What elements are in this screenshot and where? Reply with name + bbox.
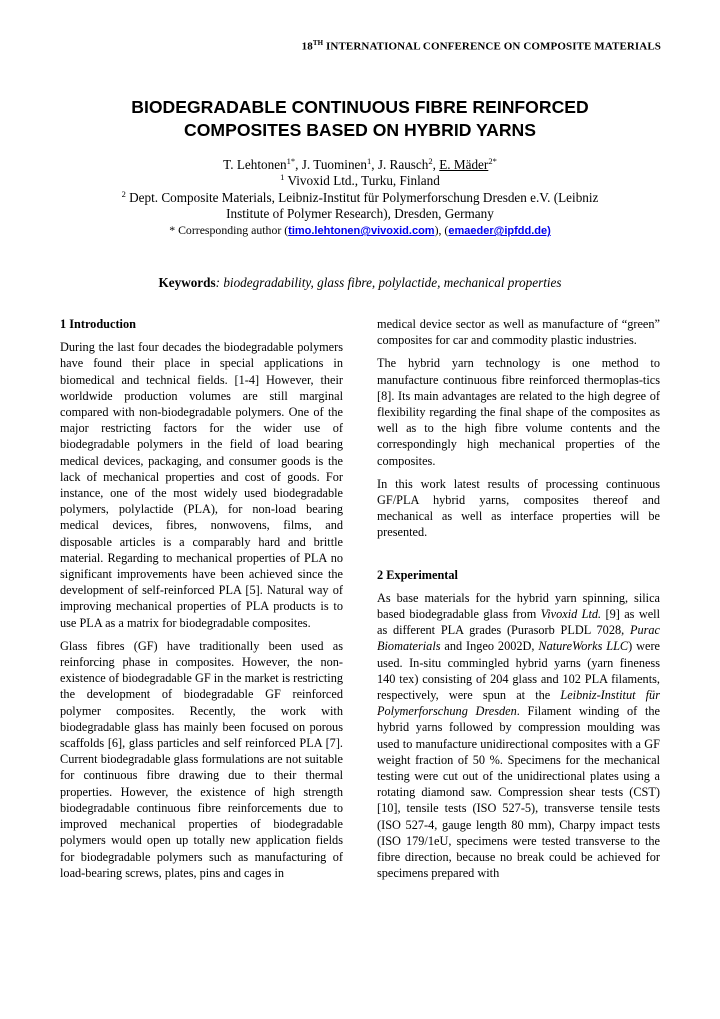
intro-paragraph-2: Glass fibres (GF) have traditionally been used as reinforcing phase in composites. However, the non-existence of biodegradable GF in the market is restricting the development of biodegradable GF reinforced polymer composites. Recently, the work with biodegradable glass has mainly been focused on porous scaffolds [6], glass particles and self reinforced PLA [7]. Current biodegradable glass formulations are not suitable for continuous fibre drawing due to their thermal properties. However, the existence of high strength biodegradable continuous fibre reinforcements due to improved mechanical properties of biodegradable polymers would open up totally new application fields for biodegradable polymers such as manufacturing of load-bearing screws, plates, pins and cages in	[60, 638, 343, 880]
affiliation-mark: 2	[121, 188, 126, 199]
text-run: [9] as well as different PLA grades (Purasorb PLDL 7028,	[377, 607, 660, 638]
author-affiliation-mark: 1	[366, 156, 372, 166]
title-line-2: COMPOSITES BASED ON HYBRID YARNS	[184, 120, 536, 140]
conference-header	[0, 39, 661, 53]
text-run: ) were used. In-situ commingled hybrid yarns (yarn fineness 140 tex) consisting of 204 glass and 102 PLA filaments, respectively, were spun at the	[377, 639, 661, 703]
keywords	[60, 275, 660, 291]
text-run: As base materials for the hybrid yarn spinning, silica based biodegradable glass from	[377, 590, 660, 622]
paper-title	[60, 96, 660, 142]
author-block	[40, 157, 680, 239]
conference-number: 18	[301, 40, 313, 53]
affiliation-2-cont: Institute of Polymer Research), Dresden, Germany	[226, 205, 494, 221]
experimental-paragraph-1	[377, 590, 660, 882]
affiliation-text: Vivoxid Ltd., Turku, Finland	[284, 173, 440, 189]
corresponding-author	[40, 222, 680, 239]
affiliation-text: Dept. Composite Materials, Leibniz-Institut für Polymerforschung Dresden e.V. (Leibniz	[125, 189, 599, 205]
author-name-presenting: E. Mäder	[439, 157, 489, 172]
author-affiliation-mark: 2*	[488, 156, 497, 166]
corresponding-label: * Corresponding author (	[169, 223, 289, 238]
section-heading-introduction: 1 Introduction	[60, 317, 136, 331]
affiliation-mark: 1	[280, 172, 285, 183]
intro-paragraph-1: During the last four decades the biodegradable polymers have found their place in special applications in biomedical and technical fields. [1-4] However, their worldwide production volumes are still marginal compared with non-biodegradable polymers. One of the major restricting factors for the wider use of biodegradable polymers in the field of load bearing medical devices, packaging, and consumer goods is the lack of mechanical properties and cost of goods. For instance, one of the most widely used biodegradable polymers, polylactide (PLA), for non-load bearing medical devices, fibres, nonwovens, films, and disposable articles is a comparably hard and brittle material. Regarding to mechanical properties of PLA no significant improvements have been achieved since the development of self-reinforced PLA [5]. Natural way of improving mechanical properties of PLA products is to use PLA as a matrix for biodegradable composites.	[60, 340, 343, 630]
conference-name: INTERNATIONAL CONFERENCE ON COMPOSITE MATERIALS	[323, 40, 661, 53]
author-name: T. Lehtonen	[223, 157, 287, 172]
company-name: Vivoxid Ltd.	[540, 607, 602, 622]
author-affiliation-mark: 2	[428, 156, 433, 166]
right-column	[377, 316, 660, 889]
author-affiliation-mark: 1*	[286, 156, 296, 166]
text-run: . Filament winding of the hybrid yarns followed by compression moulding was used to manufacture unidirectional composites with a GF weight fraction of 50 %. Specimens for the mechanical testing were cut out of the unidirectional plates using a rotating diamond saw. Compression shear tests (CST) [10], tensile tests (ISO 527-5), transverse tensile tests (ISO 527-4, gauge length 80 mm), Charpy impact tests (ISO 179/1eU, specimens were tested transverse to the fibre direction, because no break could be achieved for specimens prepared with	[377, 704, 660, 881]
affiliation-2	[40, 190, 680, 206]
section-heading-experimental: 2 Experimental	[377, 567, 458, 582]
corresponding-separator: ), (	[434, 223, 449, 238]
intro-paragraph-4: The hybrid yarn technology is one method to manufacture continuous fibre reinforced thermoplas-tics [8]. Its main advantages are related to the high degree of flexibility regarding the final shape of the composites as well as to the high fibre volume contents and the correspondingly high mechanical properties of the composites.	[377, 356, 660, 468]
intro-paragraph-3: medical device sector as well as manufacture of “green” composites for car and commodity plastic industries.	[377, 317, 660, 348]
text-run: and Ingeo 2002D,	[440, 639, 539, 654]
keywords-text: : biodegradability, glass fibre, polylactide, mechanical properties	[215, 275, 562, 290]
author-list	[40, 157, 680, 173]
left-column	[60, 316, 343, 888]
company-name: Purac Biomaterials	[377, 623, 660, 654]
author-separator: ,	[432, 157, 440, 172]
title-line-1: BIODEGRADABLE CONTINUOUS FIBRE REINFORCED	[131, 97, 589, 117]
keywords-label: Keywords	[158, 275, 216, 290]
email-link-2[interactable]: emaeder@ipfdd.de)	[448, 225, 551, 238]
section-spacer	[377, 548, 660, 567]
affiliation-1	[40, 173, 680, 189]
company-name: NatureWorks LLC	[538, 639, 629, 654]
intro-paragraph-5: In this work latest results of processing continuous GF/PLA hybrid yarns, composites thereof and mechanical as well as interface properties will be presented.	[377, 476, 660, 540]
author-name: , J. Tuominen	[295, 157, 367, 172]
institute-name: Leibniz-Institut für Polymerforschung Dresden	[377, 688, 660, 719]
author-name: , J. Rausch	[371, 157, 429, 172]
conference-ordinal: TH	[312, 39, 324, 47]
email-link-1[interactable]: timo.lehtonen@vivoxid.com	[288, 225, 435, 238]
